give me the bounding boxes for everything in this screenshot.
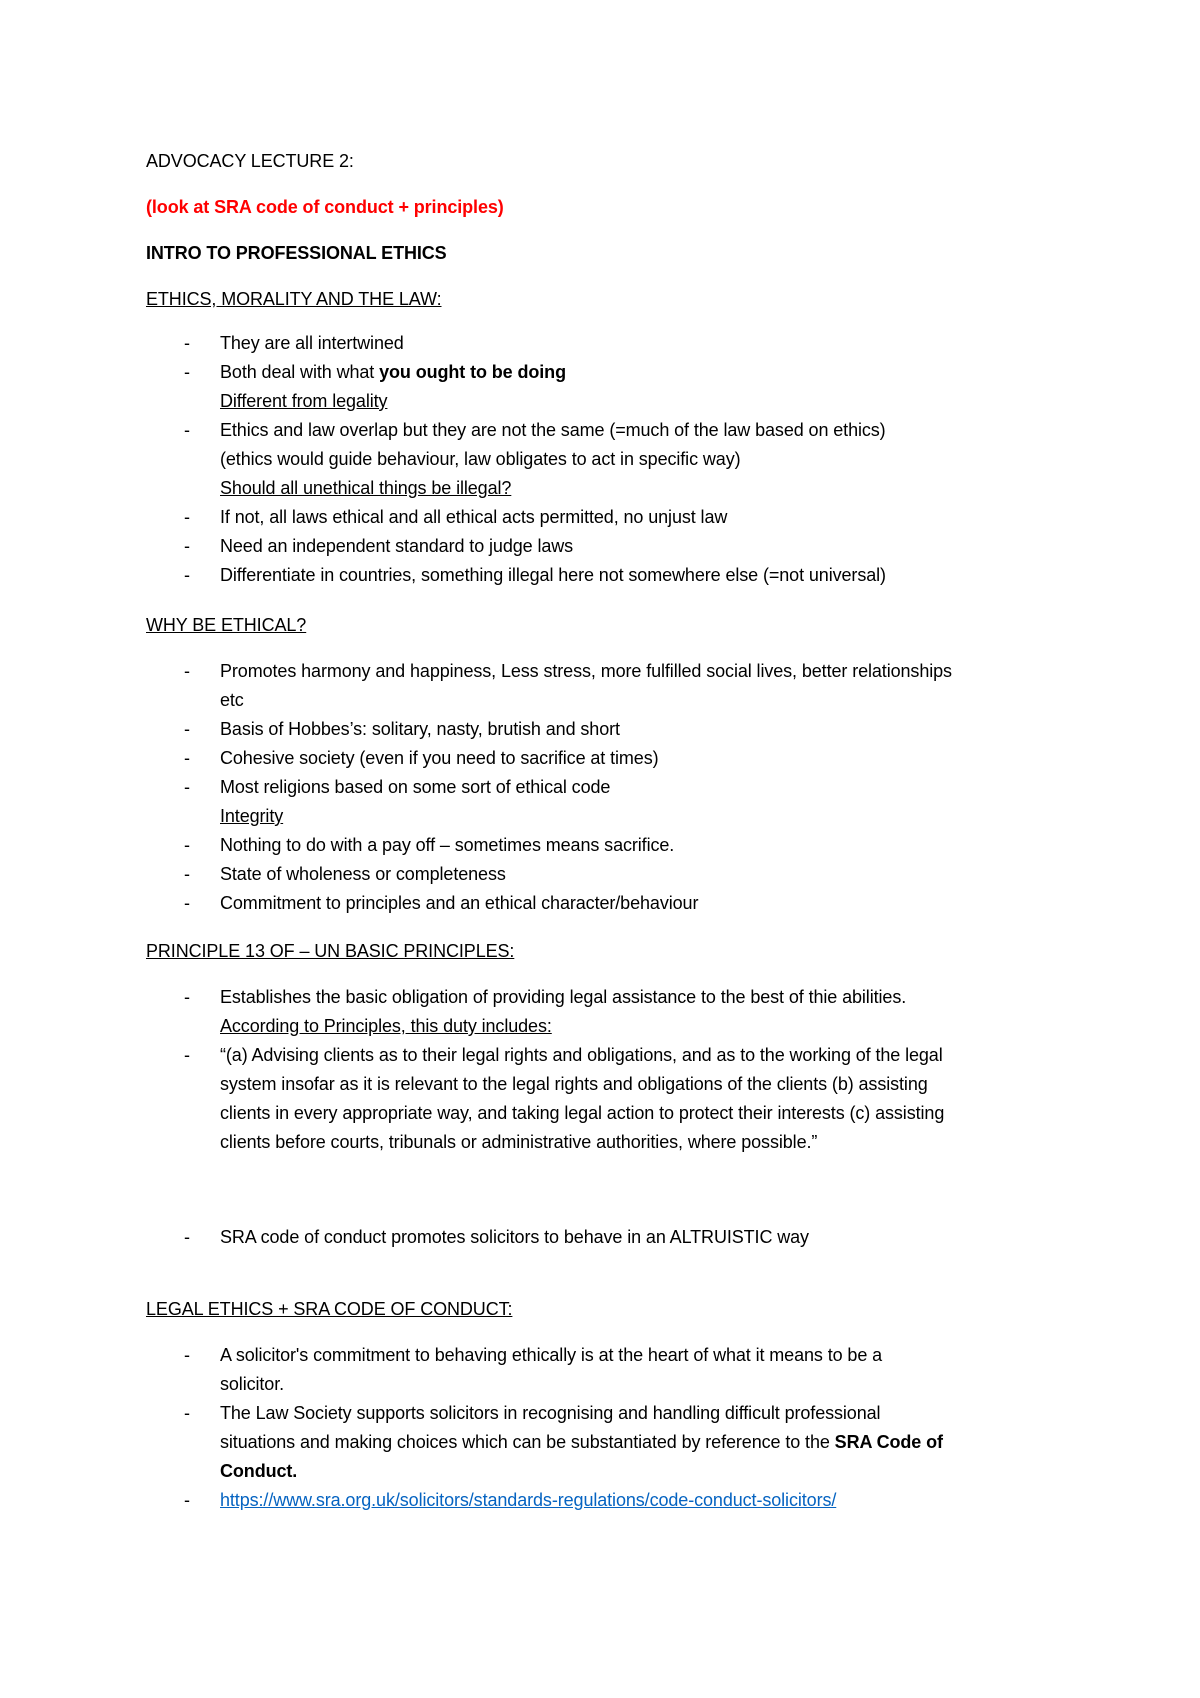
- subheading-ethics-morality-law: ETHICS, MORALITY AND THE LAW:: [146, 289, 442, 309]
- bold-run: you ought to be doing: [379, 362, 566, 382]
- bullet-dash: -: [184, 333, 190, 353]
- list-item: Differentiate in countries, something illegal here not somewhere else (=not universal): [220, 565, 886, 585]
- underlined-subtopic: According to Principles, this duty includes:: [220, 1016, 552, 1036]
- quote-line: “(a) Advising clients as to their legal rights and obligations, and as to the working of the legal: [220, 1045, 943, 1065]
- bullet-dash: -: [184, 1403, 190, 1423]
- sra-code-link[interactable]: https://www.sra.org.uk/solicitors/standards-regulations/code-conduct-solicitors/: [220, 1490, 837, 1510]
- quote-line: clients in every appropriate way, and taking legal action to protect their interests (c) assisting: [220, 1103, 945, 1123]
- bullet-dash: -: [184, 1227, 190, 1247]
- list-item: Nothing to do with a pay off – sometimes means sacrifice.: [220, 835, 675, 855]
- bullet-dash: -: [184, 1345, 190, 1365]
- list-item: Basis of Hobbes’s: solitary, nasty, brutish and short: [220, 719, 620, 739]
- list-item-continuation: solicitor.: [220, 1374, 285, 1394]
- bullet-dash: -: [184, 1490, 190, 1510]
- list-item: A solicitor's commitment to behaving ethically is at the heart of what it means to be a: [220, 1345, 883, 1365]
- underlined-subtopic: Should all unethical things be illegal?: [220, 478, 512, 498]
- bullet-dash: -: [184, 536, 190, 556]
- bullet-dash: -: [184, 864, 190, 884]
- bullet-dash: -: [184, 362, 190, 382]
- bullet-dash: -: [184, 507, 190, 527]
- list-item: If not, all laws ethical and all ethical acts permitted, no unjust law: [220, 507, 728, 527]
- bullet-dash: -: [184, 1045, 190, 1065]
- quote-line: system insofar as it is relevant to the legal rights and obligations of the clients (b) assisting: [220, 1074, 928, 1094]
- subheading-why-be-ethical: WHY BE ETHICAL?: [146, 615, 307, 635]
- bullet-dash: -: [184, 661, 190, 681]
- list-item: Promotes harmony and happiness, Less stress, more fulfilled social lives, better relationships: [220, 661, 952, 681]
- list-item: SRA code of conduct promotes solicitors to behave in an ALTRUISTIC way: [220, 1227, 809, 1247]
- bullet-dash: -: [184, 748, 190, 768]
- underlined-subtopic: Different from legality: [220, 391, 388, 411]
- list-item: Cohesive society (even if you need to sacrifice at times): [220, 748, 659, 768]
- red-note: (look at SRA code of conduct + principles): [146, 197, 504, 217]
- subheading-legal-ethics: LEGAL ETHICS + SRA CODE OF CONDUCT:: [146, 1299, 513, 1319]
- bullet-dash: -: [184, 893, 190, 913]
- list-item: State of wholeness or completeness: [220, 864, 506, 884]
- quote-line: clients before courts, tribunals or administrative authorities, where possible.”: [220, 1132, 818, 1152]
- bold-run: SRA Code of: [834, 1432, 943, 1452]
- list-item: Most religions based on some sort of ethical code: [220, 777, 611, 797]
- list-item: The Law Society supports solicitors in recognising and handling difficult professional: [220, 1403, 881, 1423]
- bullet-dash: -: [184, 565, 190, 585]
- bullet-dash: -: [184, 835, 190, 855]
- list-item: [220, 361, 566, 383]
- underlined-subtopic: Integrity: [220, 806, 284, 826]
- text-run: Both deal with what: [220, 362, 380, 382]
- text-run: situations and making choices which can be substantiated by reference to the: [220, 1432, 835, 1452]
- list-item: Commitment to principles and an ethical character/behaviour: [220, 893, 699, 913]
- list-item: Establishes the basic obligation of providing legal assistance to the best of thie abilities.: [220, 987, 907, 1007]
- list-item-continuation: [220, 1431, 943, 1453]
- list-item: Need an independent standard to judge laws: [220, 536, 574, 556]
- subheading-principle-13: PRINCIPLE 13 OF – UN BASIC PRINCIPLES:: [146, 941, 515, 961]
- list-item-continuation: Conduct.: [220, 1461, 298, 1481]
- bullet-dash: -: [184, 719, 190, 739]
- section-heading: INTRO TO PROFESSIONAL ETHICS: [146, 243, 447, 263]
- bullet-dash: -: [184, 777, 190, 797]
- list-item: Ethics and law overlap but they are not the same (=much of the law based on ethics): [220, 420, 886, 440]
- bullet-dash: -: [184, 987, 190, 1007]
- list-item-continuation: (ethics would guide behaviour, law obligates to act in specific way): [220, 449, 741, 469]
- list-item: They are all intertwined: [220, 333, 404, 353]
- list-item-continuation: etc: [220, 690, 244, 710]
- bullet-dash: -: [184, 420, 190, 440]
- document-title: ADVOCACY LECTURE 2:: [146, 151, 354, 171]
